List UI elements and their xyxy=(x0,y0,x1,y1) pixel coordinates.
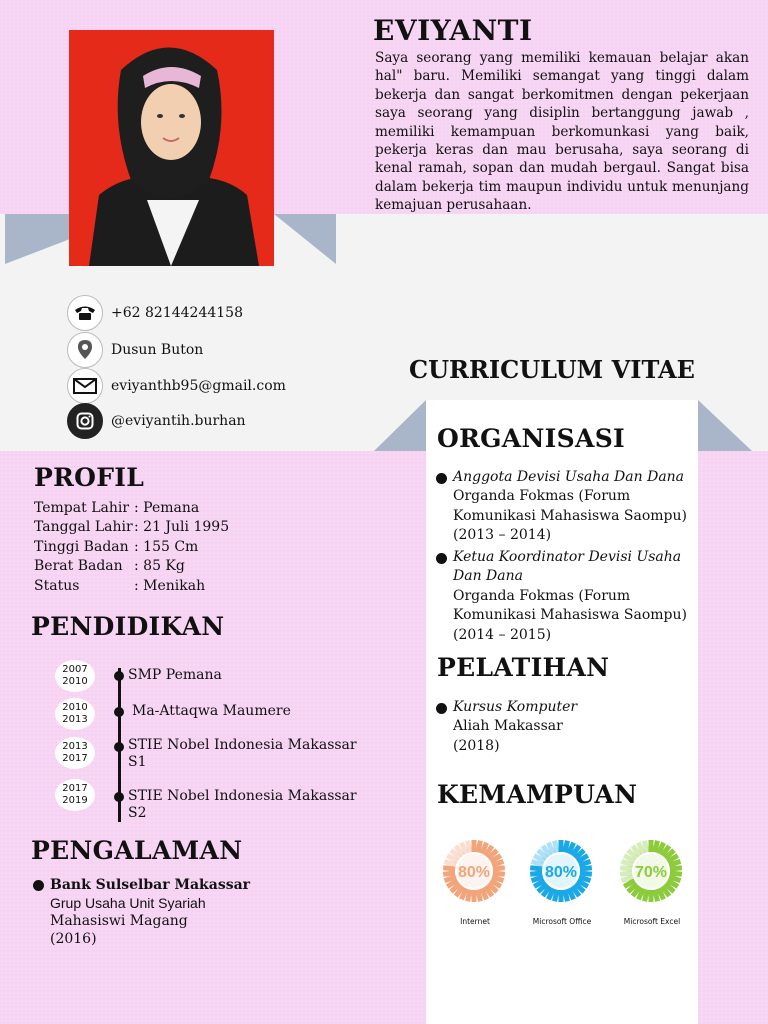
gauge-segment xyxy=(655,890,657,902)
timeline-dot xyxy=(114,742,124,752)
name-heading: EVIYANTI xyxy=(373,14,533,47)
gauge-segment xyxy=(492,861,503,865)
gauge-segment xyxy=(468,890,470,902)
pelatihan-heading: PELATIHAN xyxy=(437,653,610,682)
envelope-icon xyxy=(67,368,103,404)
profil-row: Berat Badan : 85 Kg xyxy=(34,558,185,575)
profil-row: Tinggi Badan : 155 Cm xyxy=(34,538,199,555)
organisasi-heading: ORGANISASI xyxy=(437,424,626,453)
pengalaman-heading: PENGALAMAN xyxy=(31,836,243,865)
bullet-icon xyxy=(436,473,447,484)
edu-year-badge: 2017 2019 xyxy=(55,779,95,811)
pengalaman-role: Mahasiswi Magang xyxy=(50,912,188,929)
organisasi-title: Anggota Devisi Usaha Dan Dana xyxy=(453,469,685,485)
pengalaman-unit: Grup Usaha Unit Syariah xyxy=(50,895,206,912)
edu-entry: STIE Nobel Indonesia Makassar S1 xyxy=(128,737,357,770)
gauge-segment xyxy=(530,868,542,869)
gauge-segment xyxy=(655,841,657,853)
gauge-segment xyxy=(669,861,680,865)
pelatihan-title: Kursus Komputer xyxy=(453,699,578,715)
gauge-value: 80% xyxy=(544,864,578,881)
panel-triangle-right xyxy=(698,400,752,451)
pengalaman-year: (2016) xyxy=(50,931,97,948)
contact-address xyxy=(67,332,203,368)
contact-email xyxy=(67,368,286,404)
profile-photo xyxy=(69,30,274,266)
organisasi-title: Ketua Koordinator Devisi Usaha Dan Dana xyxy=(453,549,682,585)
bullet-icon xyxy=(33,880,44,891)
timeline-dot xyxy=(114,792,124,802)
contact-instagram xyxy=(67,403,246,439)
skill-label: Internet xyxy=(460,917,490,926)
skill-label: Microsoft Office xyxy=(532,917,592,926)
skill-gauge xyxy=(620,840,682,902)
gauge-segment xyxy=(555,890,557,902)
gauge-segment xyxy=(445,877,456,881)
pengalaman-entry xyxy=(50,876,250,950)
left-triangle-decoration-2 xyxy=(274,214,336,264)
edu-year-badge: 2013 2017 xyxy=(55,737,95,769)
organisasi-entry xyxy=(453,468,693,546)
gauge-segment xyxy=(622,877,633,881)
organisasi-org: Organda Fokmas (Forum xyxy=(453,587,631,604)
profil-heading: PROFIL xyxy=(34,463,145,492)
gauge-segment xyxy=(565,841,567,853)
gauge-value: 70% xyxy=(634,864,668,881)
profil-row: Status : Menikah xyxy=(34,577,206,594)
gauge-segment xyxy=(468,841,470,853)
bullet-icon xyxy=(436,703,447,714)
gauge-segment xyxy=(580,873,592,874)
gauge-segment xyxy=(670,868,682,869)
gauge-segment xyxy=(478,841,480,853)
skill-gauge xyxy=(530,840,592,902)
gauge-segment xyxy=(620,873,632,874)
gauge-segment xyxy=(443,868,455,869)
gauge-segment xyxy=(565,890,567,902)
timeline-dot xyxy=(114,707,124,717)
kemampuan-heading: KEMAMPUAN xyxy=(437,780,638,809)
bullet-icon xyxy=(436,553,447,564)
profil-row: Tanggal Lahir : 21 Juli 1995 xyxy=(34,519,230,536)
gauge-segment xyxy=(530,873,542,874)
gauge-segment xyxy=(493,868,505,869)
pendidikan-heading: PENDIDIKAN xyxy=(31,612,225,641)
pelatihan-year: (2018) xyxy=(453,737,500,754)
person-silhouette-icon xyxy=(69,30,274,266)
gauge-segment xyxy=(443,873,455,874)
profil-row: Tempat Lahir : Pemana xyxy=(34,500,200,516)
gauge-segment xyxy=(620,868,632,869)
edu-year-badge: 2010 2013 xyxy=(55,698,95,730)
organisasi-org: Organda Fokmas (Forum xyxy=(453,488,631,505)
gauge-segment xyxy=(580,868,592,869)
gauge-segment xyxy=(645,841,647,853)
organisasi-entry xyxy=(453,548,693,645)
phone-icon xyxy=(67,295,103,331)
gauge-segment xyxy=(645,890,647,902)
gauge-segment xyxy=(532,877,543,881)
profil-list xyxy=(34,499,229,596)
gauge-segment xyxy=(670,873,682,874)
panel-triangle-left xyxy=(374,400,426,451)
gauge-segment xyxy=(555,841,557,853)
organisasi-years: (2014 – 2015) xyxy=(453,626,552,643)
instagram-text[interactable]: @eviyantih.burhan xyxy=(111,413,246,429)
location-pin-icon xyxy=(67,332,103,368)
edu-entry: SMP Pemana xyxy=(128,667,222,683)
organisasi-org: Komunikasi Mahasiswa Saompu) xyxy=(453,507,687,524)
gauge-segment xyxy=(579,861,590,865)
edu-entry: Ma-Attaqwa Maumere xyxy=(132,703,291,719)
gauge-value: 80% xyxy=(457,864,491,881)
pelatihan-place: Aliah Makassar xyxy=(453,718,563,735)
edu-entry: STIE Nobel Indonesia Makassar S2 xyxy=(128,788,357,821)
organisasi-org: Komunikasi Mahasiswa Saompu) xyxy=(453,607,687,624)
gauge-segment xyxy=(478,890,480,902)
edu-year-badge: 2007 2010 xyxy=(55,660,95,692)
email-text[interactable]: eviyanthb95@gmail.com xyxy=(111,378,286,394)
timeline-dot xyxy=(114,671,124,681)
contact-phone xyxy=(67,295,243,331)
skill-label: Microsoft Excel xyxy=(623,917,681,926)
pelatihan-entry xyxy=(453,698,577,756)
address-text: Dusun Buton xyxy=(111,342,204,358)
gauge-segment xyxy=(493,873,505,874)
instagram-icon xyxy=(67,403,103,439)
organisasi-years: (2013 – 2014) xyxy=(453,527,552,544)
skill-gauge xyxy=(443,840,505,902)
bio-paragraph: Saya seorang yang memiliki kemauan belajar akan hal" baru. Memiliki semangat yang tinggi dalam bekerja dan sangat berkomitmen dengan pekerjaan saya seorang yang disiplin bertanggung jawab , memiliki kemampuan berkomunkasi yang baik, pekerja keras dan mau berusaha, saya seorang di kenal ramah, sopan dan mudah bergaul. Sangat bisa dalam bekerja tim maupun individu untuk menunjang kemajuan perusahaan. xyxy=(375,50,749,214)
pengalaman-company: Bank Sulselbar Makassar xyxy=(50,877,251,893)
cv-title: CURRICULUM VITAE xyxy=(409,355,695,384)
phone-text: +62 82144244158 xyxy=(111,305,243,321)
